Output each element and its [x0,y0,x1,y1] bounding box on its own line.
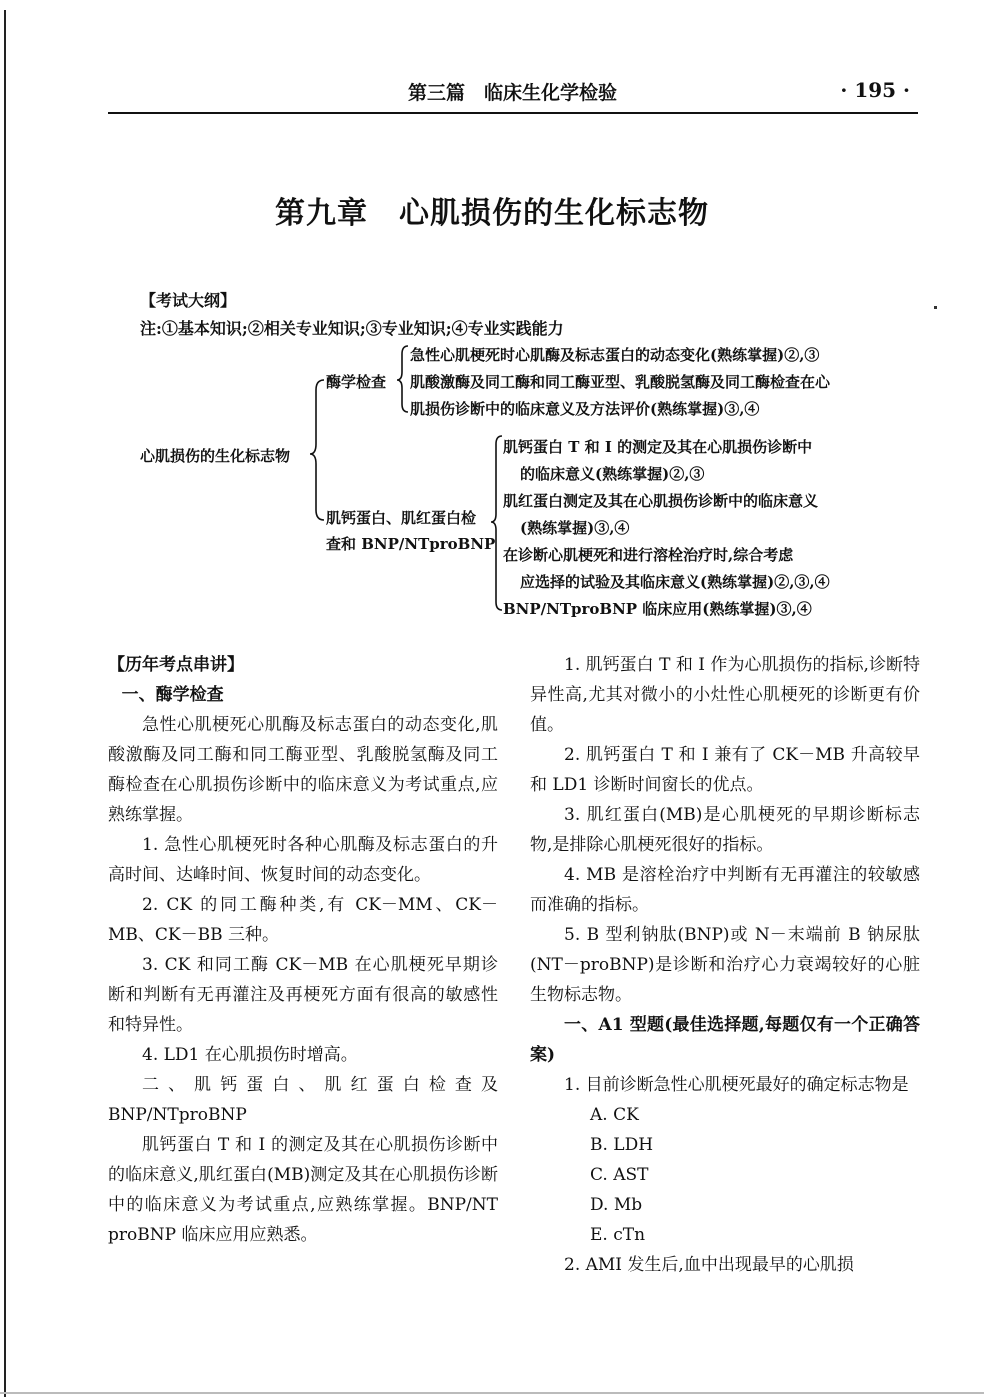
option-c: C. AST [590,1165,649,1185]
subheading-enzyme: 一、酶学检查 [121,685,224,705]
outline-note: 注:①基本知识;②相关专业知识;③专业知识;④专业实践能力 [140,319,564,338]
paragraph: 3. CK 和同工酶 CK－MB 在心肌梗死早期诊断和判断有无再灌注及再梗死方面有很高的敏感性和特异性。 [108,955,498,1035]
page-number: · 195 · [840,78,910,102]
option-b: B. LDH [590,1135,654,1155]
outline-troponin-item-6: 应选择的试验及其临床意义(熟练掌握)②,③,④ [520,573,830,591]
running-header-title: 第三篇 临床生化学检验 [408,82,618,104]
outline-enzyme-item-1: 急性心肌梗死时心肌酶及标志蛋白的动态变化(熟练掌握)②,③ [410,346,820,364]
paragraph: 1. 急性心肌梗死时各种心肌酶及标志蛋白的升高时间、达峰时间、恢复时间的动态变化。 [108,835,498,885]
outline-troponin-item-1: 肌钙蛋白 T 和 I 的测定及其在心肌损伤诊断中 [503,438,813,456]
paragraph: 2. CK 的同工酶种类,有 CK－MM、CK－MB、CK－BB 三种。 [108,895,498,945]
question-2: 2. AMI 发生后,血中出现最早的心肌损 [564,1255,854,1275]
outline-troponin-item-3: 肌红蛋白测定及其在心肌损伤诊断中的临床意义 [503,492,819,510]
paragraph: 3. 肌红蛋白(MB)是心肌梗死的早期诊断标志物,是排除心肌梗死很好的指标。 [530,805,920,855]
outline-troponin-item-7: BNP/NTproBNP 临床应用(熟练掌握)③,④ [503,600,812,618]
question-section-heading: 一、A1 型题(最佳选择题,每题仅有一个正确答案) [530,1015,920,1065]
right-column [530,650,920,1280]
question-1: 1. 目前诊断急性心肌梗死最好的确定标志物是 [564,1075,909,1095]
option-d: D. Mb [590,1195,643,1215]
chapter-title: 第九章 心肌损伤的生化标志物 [275,196,709,231]
paragraph: 1. 肌钙蛋白 T 和 I 作为心肌损伤的指标,诊断特异性高,尤其对微小的小灶性心肌梗死的诊断更有价值。 [530,655,920,735]
paragraph: 2. 肌钙蛋白 T 和 I 兼有了 CK－MB 升高较早和 LD1 诊断时间窗长的优点。 [530,745,920,795]
paragraph: 4. MB 是溶栓治疗中判断有无再灌注的较敏感而准确的指标。 [530,865,920,915]
outline-branch-troponin-line-1: 肌钙蛋白、肌红蛋白检 [326,509,477,527]
outline-branch-enzyme: 酶学检查 [326,373,387,391]
outline-heading: 【考试大纲】 [140,291,237,310]
scan-speck [934,306,937,309]
outline-troponin-item-4: (熟练掌握)③,④ [520,519,630,537]
subheading-troponin: 二、肌钙蛋白、肌红蛋白检查及 BNP/NTproBNP [108,1075,498,1125]
running-header [108,72,918,114]
scan-bottom-edge [0,1392,984,1394]
paragraph: 急性心肌梗死心肌酶及标志蛋白的动态变化,肌酸激酶及同工酶和同工酶亚型、乳酸脱氢酶及同工酶检查在心肌损伤诊断中的临床意义为考试重点,应熟练掌握。 [108,715,498,825]
option-e: E. cTn [590,1225,646,1245]
option-a: A. CK [590,1105,639,1125]
paragraph: 肌钙蛋白 T 和 I 的测定及其在心肌损伤诊断中的临床意义,肌红蛋白(MB)测定及其在心肌损伤诊断中的临床意义为考试重点,应熟练掌握。BNP/NT proBNP 临床应用应熟悉。 [108,1135,498,1245]
section-heading-review: 【历年考点串讲】 [108,655,244,675]
paragraph: 4. LD1 在心肌损伤时增高。 [142,1045,358,1065]
left-column [108,650,498,1250]
paragraph: 5. B 型利钠肽(BNP)或 N－末端前 B 钠尿肽(NT－proBNP)是诊断和治疗心力衰竭较好的心脏生物标志物。 [530,925,920,1005]
outline-troponin-item-2: 的临床意义(熟练掌握)②,③ [520,465,705,483]
outline-branch-troponin-line-2: 查和 BNP/NTproBNP [326,535,496,553]
outline-root: 心肌损伤的生化标志物 [140,447,291,465]
outline-troponin-item-5: 在诊断心肌梗死和进行溶栓治疗时,综合考虑 [503,546,794,564]
outline-enzyme-item-3: 肌损伤诊断中的临床意义及方法评价(熟练掌握)③,④ [410,400,760,418]
outline-enzyme-item-2: 肌酸激酶及同工酶和同工酶亚型、乳酸脱氢酶及同工酶检查在心 [410,373,831,391]
